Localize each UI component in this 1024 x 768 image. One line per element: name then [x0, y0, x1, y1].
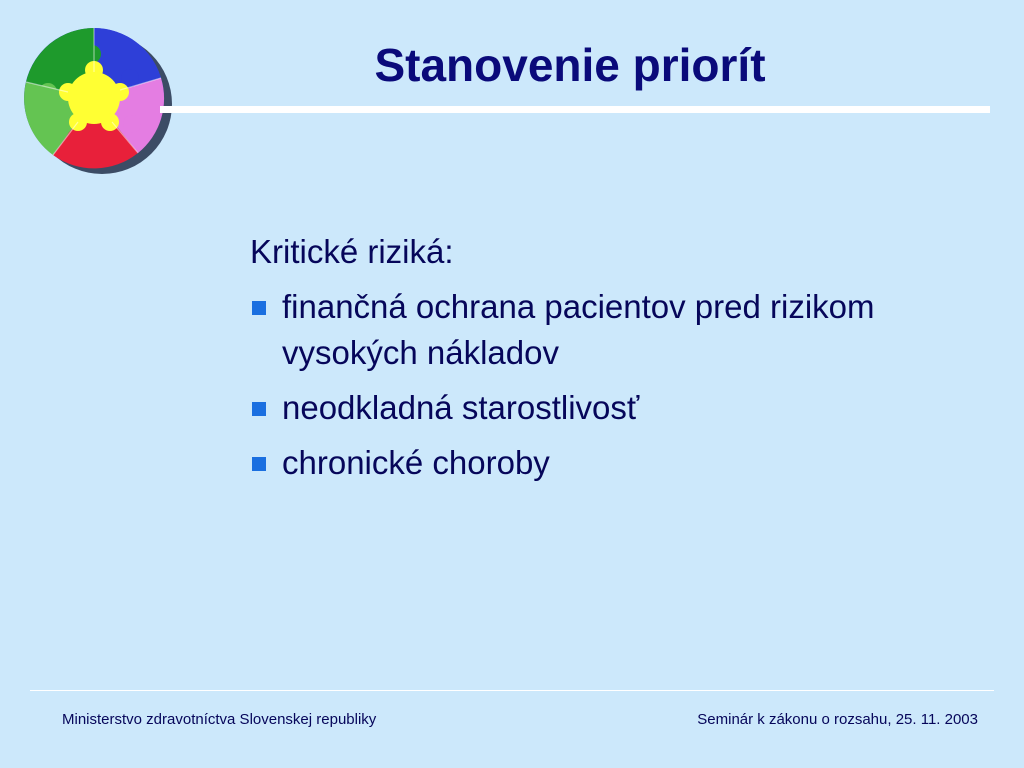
footer-organization: Ministerstvo zdravotníctva Slovenskej republiky: [62, 711, 377, 728]
slide-body: [250, 228, 950, 495]
square-bullet-icon: [252, 457, 266, 471]
bullet-text: neodkladná starostlivosť: [282, 389, 640, 426]
bullet-item: [250, 385, 950, 431]
footer-event: Seminár k zákonu o rozsahu, 25. 11. 2003: [697, 711, 978, 728]
puzzle-circle-icon: [18, 20, 178, 180]
square-bullet-icon: [252, 301, 266, 315]
slide-title: Stanovenie priorít: [374, 39, 766, 91]
footer-divider: [30, 690, 994, 691]
bullet-list: [250, 284, 950, 486]
bullet-item: [250, 284, 950, 376]
title-divider: [160, 106, 990, 113]
intro-text: Kritické riziká:: [250, 233, 454, 270]
bullet-text: finančná ochrana pacientov pred rizikom vysokých nákladov: [282, 288, 875, 371]
bullet-item: [250, 440, 950, 486]
bullet-text: chronické choroby: [282, 444, 550, 481]
square-bullet-icon: [252, 402, 266, 416]
